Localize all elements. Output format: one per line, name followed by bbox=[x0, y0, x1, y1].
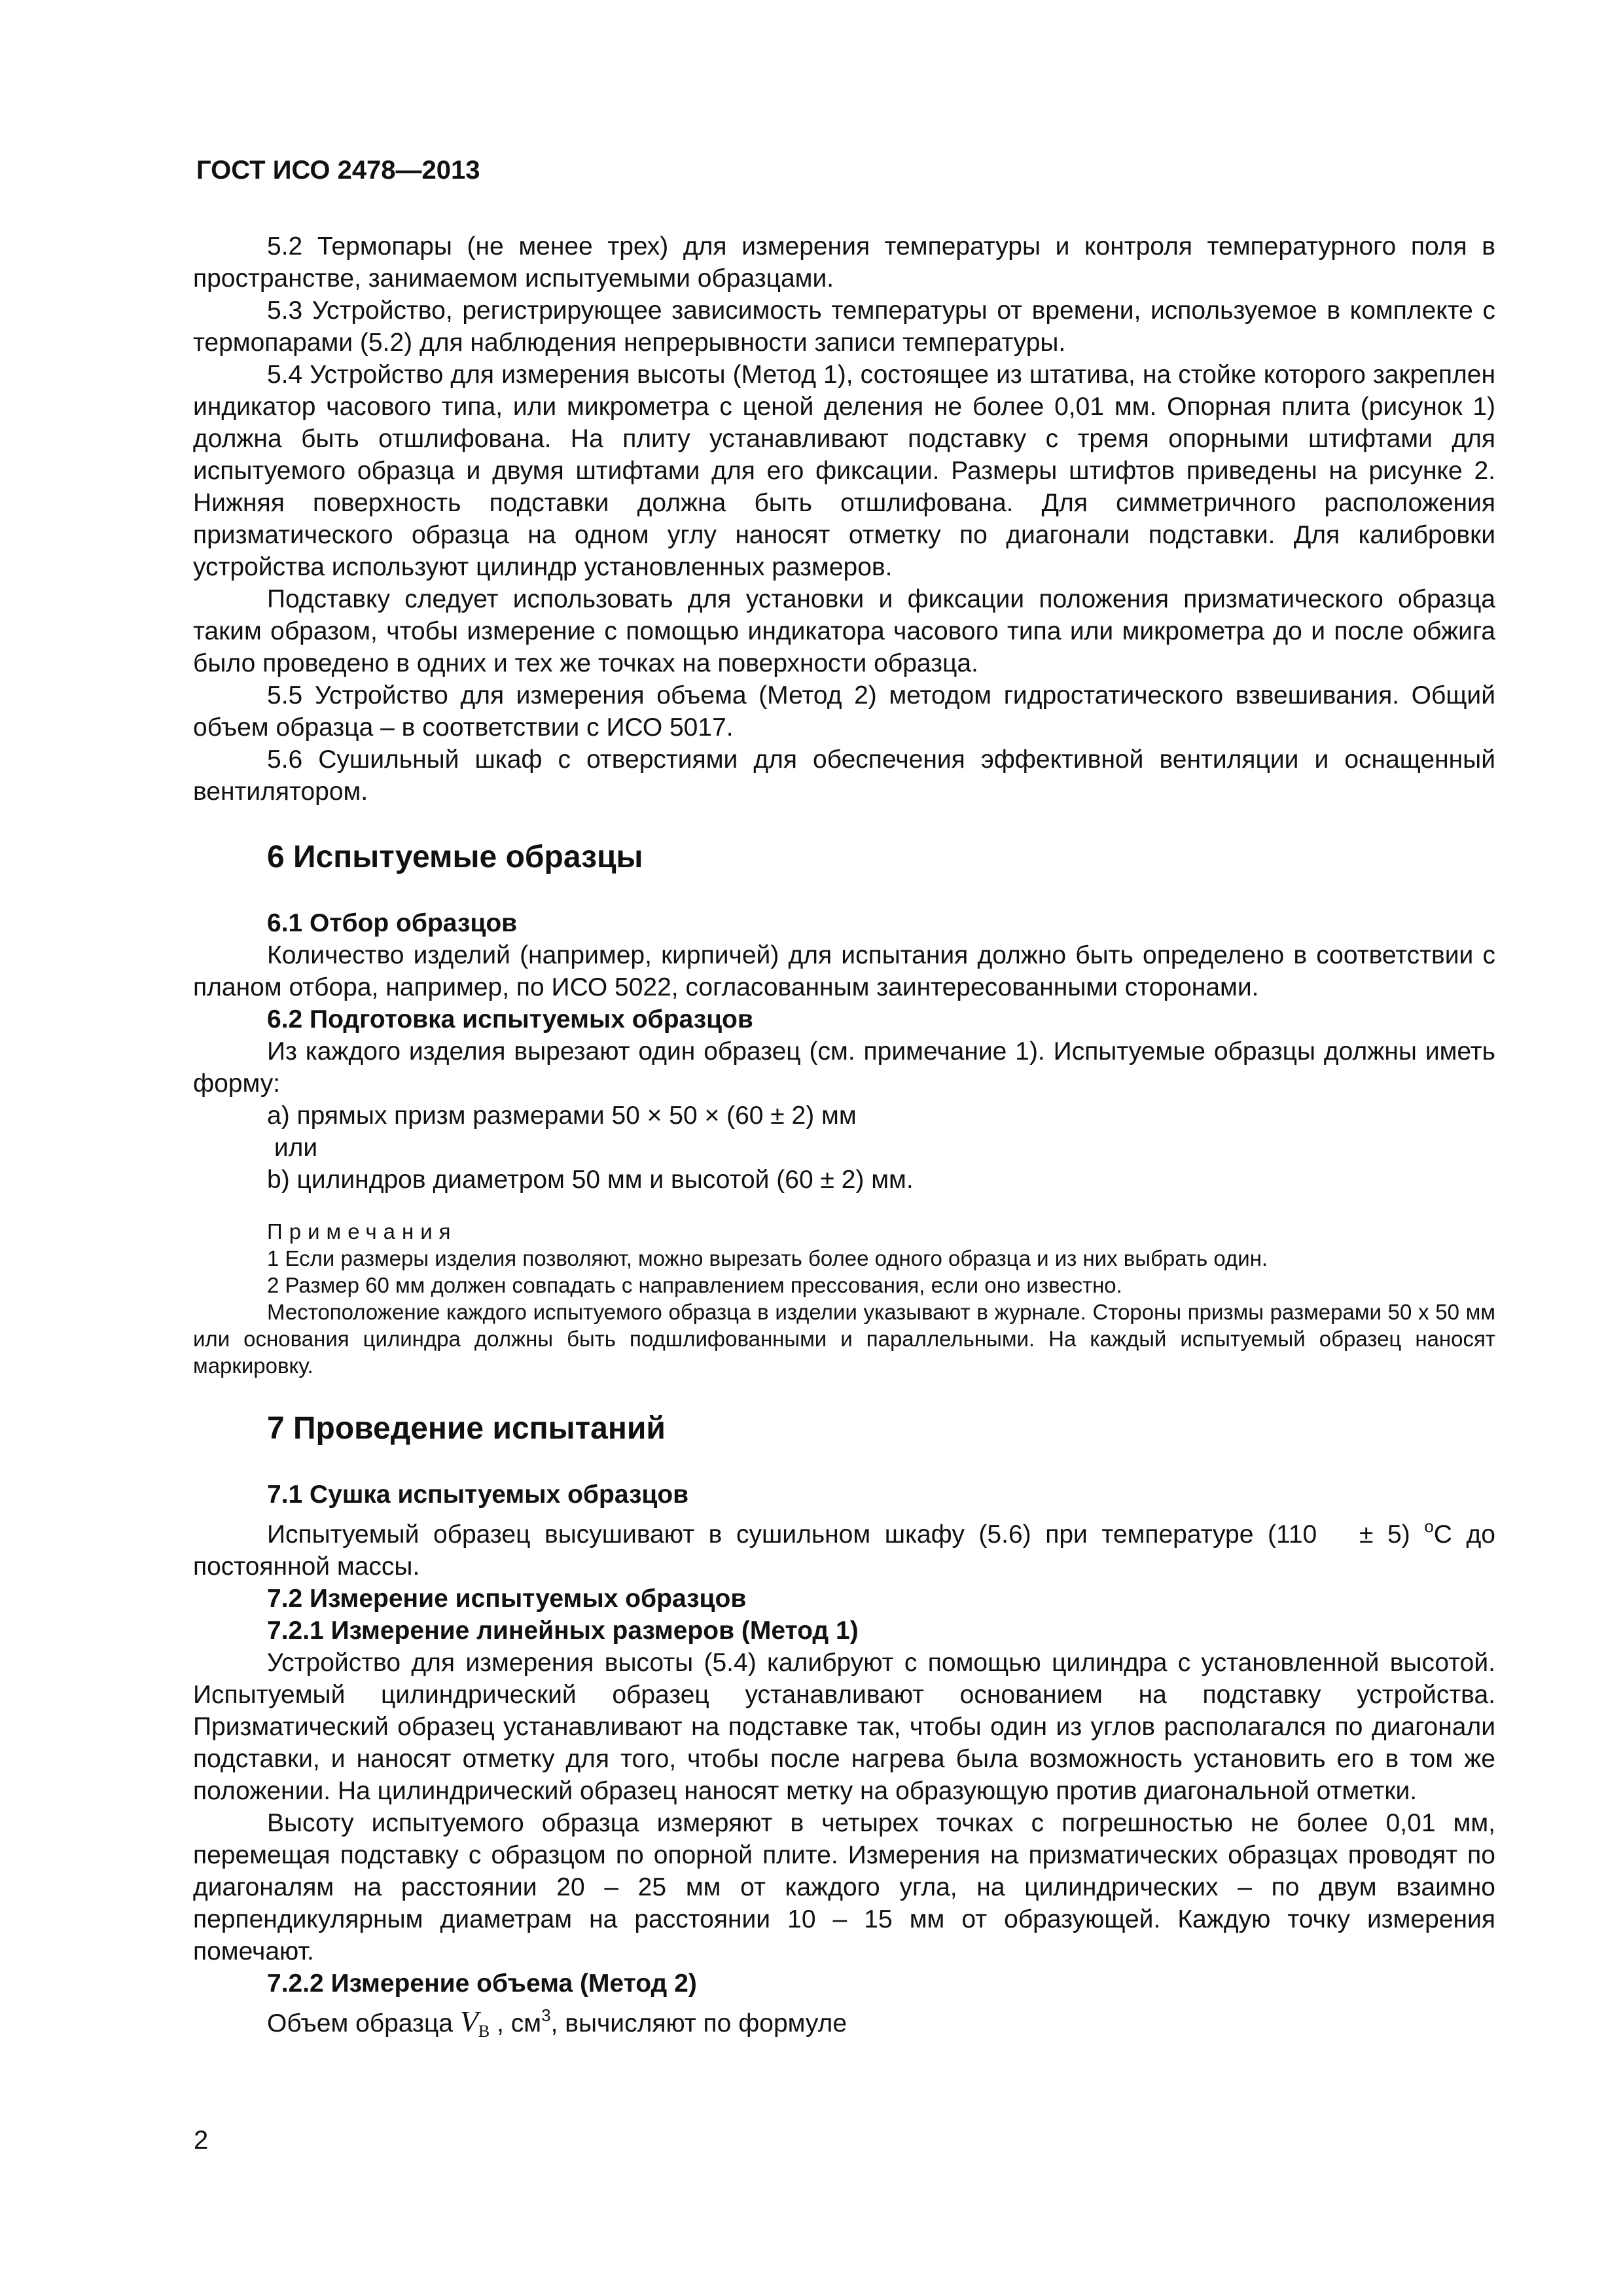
paragraph-5-3: 5.3 Устройство, регистрирующее зависимость температуры от времени, используемое в комплекте с термопарами (5.2) для наблюдения непрерывности записи температуры. bbox=[193, 296, 1495, 357]
subsection-7-2-2-heading: 7.2.2 Измерение объема (Метод 2) bbox=[267, 1969, 697, 1998]
page-number: 2 bbox=[194, 2126, 209, 2155]
page-content bbox=[193, 230, 1495, 2047]
paragraph-7-1-text: Испытуемый образец высушивают в сушильном шкафу (5.6) при температуре (110 ± 5) bbox=[267, 1520, 1425, 1549]
paragraph-7-1-tail: С до постоянной массы. bbox=[193, 1520, 1495, 1581]
note-1: 1 Если размеры изделия позволяют, можно вырезать более одного образца и из них выбрать один. bbox=[267, 1246, 1268, 1270]
document-code: ГОСТ ИСО 2478—2013 bbox=[196, 156, 480, 185]
subsection-6-1-heading: 6.1 Отбор образцов bbox=[267, 909, 518, 937]
paragraph-5-5: 5.5 Устройство для измерения объема (Метод 2) методом гидростатического взвешивания. Общий объем образца – в соответствии с ИСО 5017. bbox=[193, 681, 1495, 742]
unit-text: , см bbox=[490, 2009, 542, 2037]
subsection-6-2-heading: 6.2 Подготовка испытуемых образцов bbox=[267, 1005, 753, 1033]
paragraph-6-2: Из каждого изделия вырезают один образец (см. примечание 1). Испытуемые образцы должны иметь форму: bbox=[193, 1037, 1495, 1098]
volume-variable: V bbox=[459, 2005, 478, 2038]
paragraph-5-4-continued: Подставку следует использовать для установки и фиксации положения призматического образца таким образом, чтобы измерение с помощью индикатора часового типа или микрометра до и после обжига было проведено в одних и тех же точках на поверхности образца. bbox=[193, 585, 1495, 677]
paragraph-7-2-1-a: Устройство для измерения высоты (5.4) калибруют с помощью цилиндра с установленной высотой. Испытуемый цилиндрический образец устанавливают основанием на подставку устройства. Призматический образец устанавливают на подставке так, чтобы один из углов располагался по диагонали подставки, и наносят отметку для того, чтобы после нагрева была возможность установить его в том же положении. На цилиндрический образец наносят метку на образующую против диагональной отметки. bbox=[193, 1649, 1495, 1805]
subsection-7-1-heading: 7.1 Сушка испытуемых образцов bbox=[267, 1480, 689, 1509]
paragraph-6-1: Количество изделий (например, кирпичей) для испытания должно быть определено в соответствии с планом отбора, например, по ИСО 5022, согласованным заинтересованными сторонами. bbox=[193, 941, 1495, 1001]
note-3: Местоположение каждого испытуемого образца в изделии указывают в журнале. Стороны призмы размерами 50 х 50 мм или основания цилиндра должны быть подшлифованными и параллельными. На каждый испытуемый образец наносят маркировку. bbox=[193, 1300, 1495, 1378]
section-7-heading: 7 Проведение испытаний bbox=[267, 1411, 666, 1446]
formula-intro-text: Объем образца bbox=[267, 2009, 460, 2037]
unit-superscript: 3 bbox=[541, 2005, 551, 2025]
paragraph-7-1 bbox=[193, 1511, 1495, 1583]
paragraph-5-6: 5.6 Сушильный шкаф с отверстиями для обеспечения эффективной вентиляции и оснащенный вентилятором. bbox=[193, 745, 1495, 806]
volume-variable-subscript: B bbox=[478, 2022, 490, 2041]
list-connector-or: или bbox=[267, 1134, 318, 1162]
formula-intro-tail: , вычисляют по формуле bbox=[550, 2009, 847, 2037]
degree-superscript: o bbox=[1424, 1516, 1434, 1536]
subsection-7-2-1-heading: 7.2.1 Измерение линейных размеров (Метод 1) bbox=[267, 1617, 859, 1645]
paragraph-5-4: 5.4 Устройство для измерения высоты (Метод 1), состоящее из штатива, на стойке которого закреплен индикатор часового типа, или микрометра с ценой деления не более 0,01 мм. Опорная плита (рисунок 1) должна быть отшлифована. На плиту устанавливают подставку с тремя опорными штифтами для испытуемого образца и двумя штифтами для его фиксации. Размеры штифтов приведены на рисунке 2. Нижняя поверхность подставки должна быть отшлифована. Для симметричного расположения призматического образца на одном углу наносят отметку по диагонали подставки. Для калибровки устройства используют цилиндр установленных размеров. bbox=[193, 361, 1495, 581]
paragraph-5-2: 5.2 Термопары (не менее трех) для измерения температуры и контроля температурного поля в пространстве, занимаемом испытуемыми образцами. bbox=[193, 232, 1495, 293]
notes-heading: Примечания bbox=[267, 1219, 457, 1244]
formula-intro-line bbox=[193, 2000, 1495, 2047]
note-2: 2 Размер 60 мм должен совпадать с направлением прессования, если оно известно. bbox=[267, 1273, 1122, 1297]
subsection-7-2-heading: 7.2 Измерение испытуемых образцов bbox=[267, 1585, 747, 1613]
section-6-heading: 6 Испытуемые образцы bbox=[267, 840, 643, 874]
paragraph-7-2-1-b: Высоту испытуемого образца измеряют в четырех точках с погрешностью не более 0,01 мм, перемещая подставку с образцом по опорной плите. Измерения на призматических образцах проводят по диагоналям на расстоянии 20 – 25 мм от каждого угла, на цилиндрических – по двум взаимно перпендикулярным диаметрам на расстоянии 10 – 15 мм от образующей. Каждую точку измерения помечают. bbox=[193, 1809, 1495, 1965]
list-item-a: a) прямых призм размерами 50 × 50 × (60 ± 2) мм bbox=[267, 1102, 857, 1130]
list-item-b: b) цилиндров диаметром 50 мм и высотой (60 ± 2) мм. bbox=[267, 1166, 914, 1194]
